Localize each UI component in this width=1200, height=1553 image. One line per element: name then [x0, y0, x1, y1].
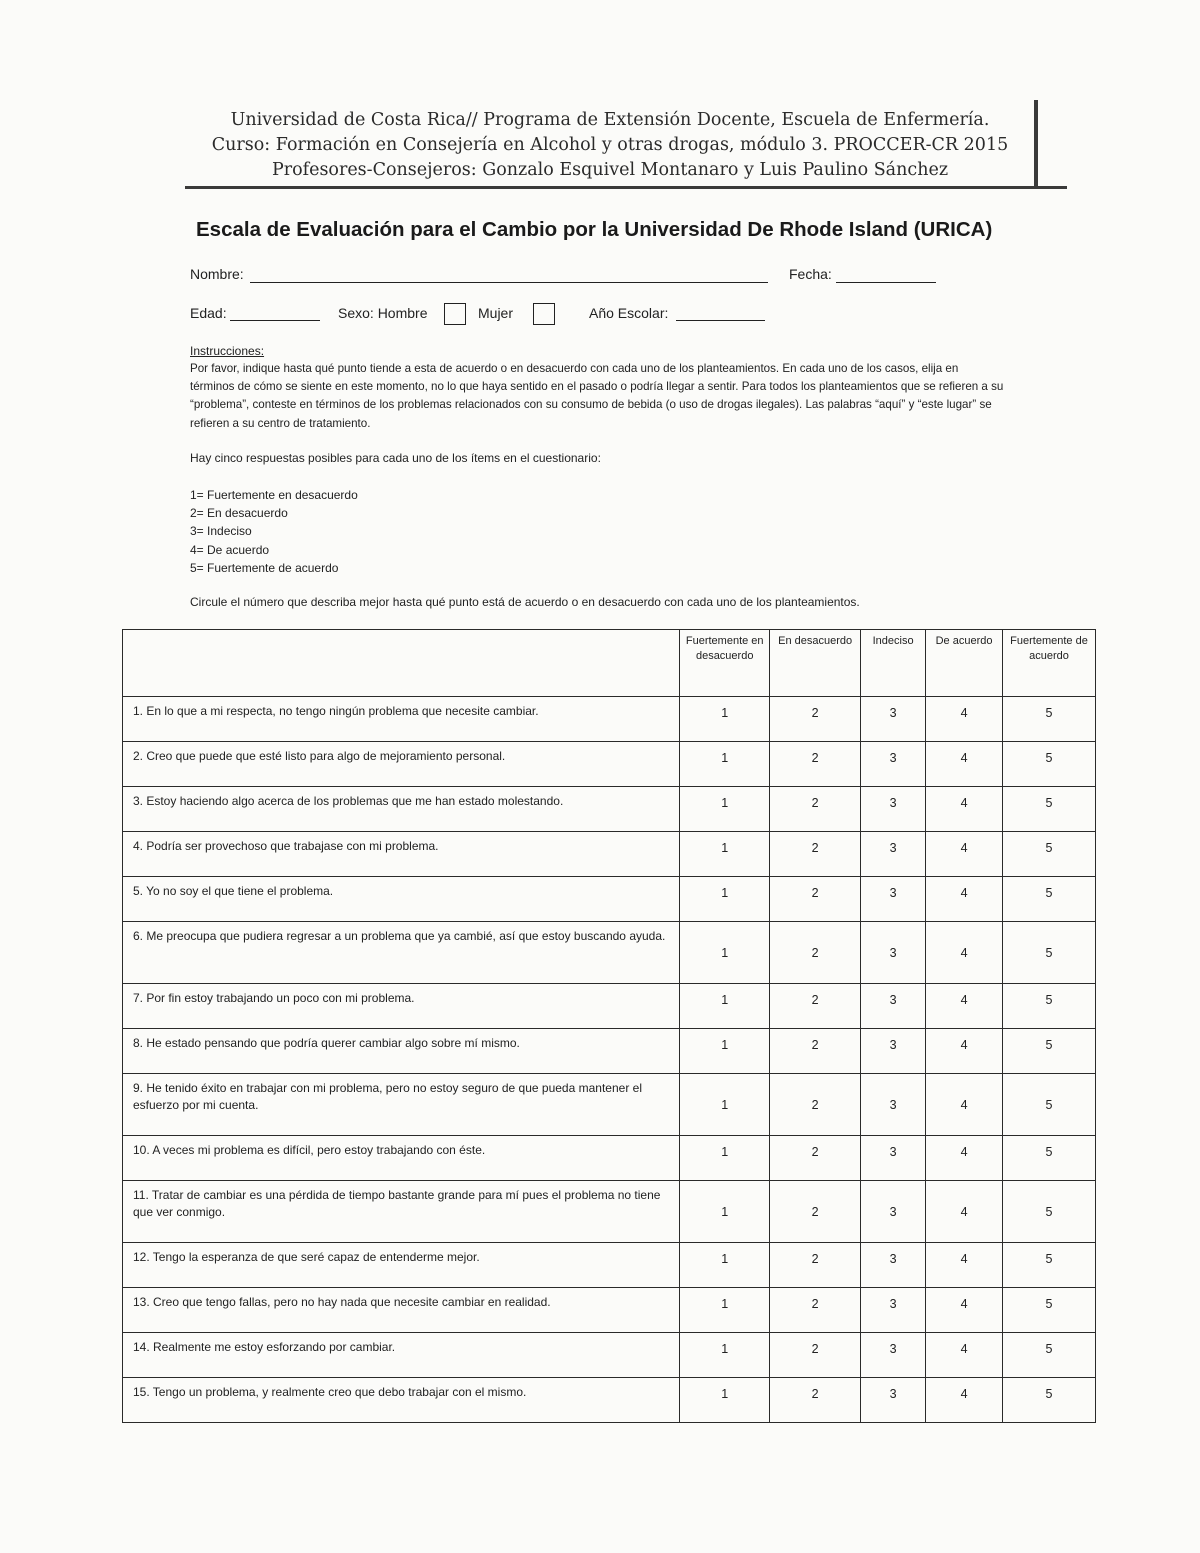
table-row: [123, 1378, 1096, 1423]
response-option-1[interactable]: 1: [680, 1288, 770, 1333]
response-option-1[interactable]: 1: [680, 787, 770, 832]
scale-item: 3= Indeciso: [190, 524, 252, 539]
edad-label: Edad:: [190, 305, 227, 321]
table-row: [123, 984, 1096, 1029]
response-option-2[interactable]: 2: [770, 1074, 861, 1136]
header-line-2: Curso: Formación en Consejería en Alcohol y otras drogas, módulo 3. PROCCER-CR 2015: [211, 135, 1009, 155]
table-row: [123, 877, 1096, 922]
table-row: [123, 697, 1096, 742]
table-row: [123, 1029, 1096, 1074]
header-line-1: Universidad de Costa Rica// Programa de Extensión Docente, Escuela de Enfermería.: [230, 110, 990, 130]
response-option-1[interactable]: 1: [680, 697, 770, 742]
response-option-2[interactable]: 2: [770, 1029, 861, 1074]
response-option-3[interactable]: 3: [861, 1074, 926, 1136]
response-option-4[interactable]: 4: [926, 1136, 1003, 1181]
response-option-4[interactable]: 4: [926, 1378, 1003, 1423]
response-option-4[interactable]: 4: [926, 742, 1003, 787]
table-row: [123, 832, 1096, 877]
response-option-3[interactable]: 3: [861, 877, 926, 922]
table-row: [123, 1181, 1096, 1243]
table-row: [123, 1288, 1096, 1333]
response-option-1[interactable]: 1: [680, 1074, 770, 1136]
item-statement: 8. He estado pensando que podría querer cambiar algo sobre mí mismo.: [123, 1029, 680, 1074]
response-option-4[interactable]: 4: [926, 697, 1003, 742]
response-option-3[interactable]: 3: [861, 742, 926, 787]
response-option-4[interactable]: 4: [926, 1243, 1003, 1288]
scale-item: 5= Fuertemente de acuerdo: [190, 560, 339, 575]
item-statement: 2. Creo que puede que esté listo para algo de mejoramiento personal.: [123, 742, 680, 787]
response-option-3[interactable]: 3: [861, 1333, 926, 1378]
response-option-4[interactable]: 4: [926, 984, 1003, 1029]
response-option-5[interactable]: 5: [1003, 1181, 1096, 1243]
header-item: [123, 630, 680, 697]
instructions-heading: Instrucciones:: [190, 344, 265, 358]
table-row: [123, 1243, 1096, 1288]
document-header: [185, 108, 1035, 183]
response-option-5[interactable]: 5: [1003, 1378, 1096, 1423]
response-option-1[interactable]: 1: [680, 1378, 770, 1423]
response-option-3[interactable]: 3: [861, 697, 926, 742]
item-statement: 1. En lo que a mi respecta, no tengo ningún problema que necesite cambiar.: [123, 697, 680, 742]
response-option-1[interactable]: 1: [680, 877, 770, 922]
response-option-4[interactable]: 4: [926, 787, 1003, 832]
response-option-4[interactable]: 4: [926, 877, 1003, 922]
response-option-2[interactable]: 2: [770, 922, 861, 984]
instructions-body: Por favor, indique hasta qué punto tiende a esta de acuerdo o en desacuerdo con cada uno de los planteamientos. En cada uno de los casos, elija en términos de cómo se siente en este momento, no lo que haya sentido en el pasado o podría llegar a sentir. Para todos los planteamientos que se refieren a su “problema”, conteste en términos de los problemas relacionados con su consumo de bebida (o uso de drogas ilegales). Las palabras “aquí” y “este lugar” se refieren a su centro de tratamiento.: [190, 362, 1004, 430]
response-option-3[interactable]: 3: [861, 1136, 926, 1181]
urica-table: [122, 629, 1096, 1423]
anio-escolar-line[interactable]: [676, 320, 765, 321]
item-statement: 13. Creo que tengo fallas, pero no hay nada que necesite cambiar en realidad.: [123, 1288, 680, 1333]
fecha-label: Fecha:: [789, 266, 832, 282]
table-header-row: [123, 630, 1096, 697]
item-statement: 12. Tengo la esperanza de que seré capaz de entenderme mejor.: [123, 1243, 680, 1288]
response-option-3[interactable]: 3: [861, 1288, 926, 1333]
response-option-1[interactable]: 1: [680, 1181, 770, 1243]
header-en-desacuerdo: En desacuerdo: [770, 630, 861, 697]
table-row: [123, 742, 1096, 787]
table-row: [123, 1136, 1096, 1181]
response-option-5[interactable]: 5: [1003, 984, 1096, 1029]
fecha-line[interactable]: [836, 282, 936, 283]
page-title: Escala de Evaluación para el Cambio por la Universidad De Rhode Island (URICA): [196, 218, 993, 241]
response-option-5[interactable]: 5: [1003, 1029, 1096, 1074]
response-option-2[interactable]: 2: [770, 1243, 861, 1288]
response-option-5[interactable]: 5: [1003, 787, 1096, 832]
scale-item: 1= Fuertemente en desacuerdo: [190, 488, 358, 502]
response-option-2[interactable]: 2: [770, 1333, 861, 1378]
item-statement: 7. Por fin estoy trabajando un poco con mi problema.: [123, 984, 680, 1029]
scale-item: 2= En desacuerdo: [190, 506, 288, 521]
header-line-3: Profesores-Consejeros: Gonzalo Esquivel Montanaro y Luis Paulino Sánchez: [271, 160, 949, 180]
item-statement: 11. Tratar de cambiar es una pérdida de tiempo bastante grande para mí pues el problema no tiene que ver conmigo.: [123, 1181, 680, 1243]
sexo-label: Sexo: Hombre: [338, 305, 428, 321]
response-option-4[interactable]: 4: [926, 1181, 1003, 1243]
response-option-4[interactable]: 4: [926, 832, 1003, 877]
circle-instruction: Circule el número que describa mejor hasta qué punto está de acuerdo o en desacuerdo con cada uno de los planteamientos.: [190, 595, 860, 609]
header-rule: [185, 186, 1067, 189]
response-option-3[interactable]: 3: [861, 922, 926, 984]
item-statement: 6. Me preocupa que pudiera regresar a un problema que ya cambié, así que estoy buscando ayuda.: [123, 922, 680, 984]
nombre-line[interactable]: [250, 282, 768, 283]
response-option-4[interactable]: 4: [926, 922, 1003, 984]
table-row: [123, 1333, 1096, 1378]
mujer-label: Mujer: [478, 305, 514, 321]
item-statement: 3. Estoy haciendo algo acerca de los problemas que me han estado molestando.: [123, 787, 680, 832]
response-option-4[interactable]: 4: [926, 1074, 1003, 1136]
response-option-3[interactable]: 3: [861, 1029, 926, 1074]
response-option-5[interactable]: 5: [1003, 922, 1096, 984]
table-row: [123, 1074, 1096, 1136]
response-option-2[interactable]: 2: [770, 877, 861, 922]
response-option-1[interactable]: 1: [680, 922, 770, 984]
response-option-3[interactable]: 3: [861, 787, 926, 832]
hombre-checkbox[interactable]: [444, 303, 466, 325]
item-statement: 14. Realmente me estoy esforzando por cambiar.: [123, 1333, 680, 1378]
header-indeciso: Indeciso: [861, 630, 926, 697]
response-option-1[interactable]: 1: [680, 1136, 770, 1181]
response-option-2[interactable]: 2: [770, 832, 861, 877]
anio-escolar-label: Año Escolar:: [589, 305, 669, 321]
item-statement: 15. Tengo un problema, y realmente creo que debo trabajar con el mismo.: [123, 1378, 680, 1423]
response-option-2[interactable]: 2: [770, 742, 861, 787]
response-option-2[interactable]: 2: [770, 1181, 861, 1243]
header-de-acuerdo: De acuerdo: [926, 630, 1003, 697]
item-statement: 9. He tenido éxito en trabajar con mi problema, pero no estoy seguro de que pueda mantener el esfuerzo por mi cuenta.: [123, 1074, 680, 1136]
item-statement: 5. Yo no soy el que tiene el problema.: [123, 877, 680, 922]
response-option-1[interactable]: 1: [680, 832, 770, 877]
response-option-5[interactable]: 5: [1003, 1074, 1096, 1136]
response-option-1[interactable]: 1: [680, 1029, 770, 1074]
response-option-1[interactable]: 1: [680, 742, 770, 787]
response-option-3[interactable]: 3: [861, 832, 926, 877]
response-option-1[interactable]: 1: [680, 1243, 770, 1288]
response-option-3[interactable]: 3: [861, 1378, 926, 1423]
header-vertical-bar: [1034, 100, 1038, 187]
response-option-5[interactable]: 5: [1003, 1243, 1096, 1288]
response-option-2[interactable]: 2: [770, 787, 861, 832]
header-fuertemente-desacuerdo: Fuertemente en desacuerdo: [680, 630, 770, 697]
response-scale: [190, 486, 358, 577]
response-option-5[interactable]: 5: [1003, 1333, 1096, 1378]
response-option-3[interactable]: 3: [861, 1181, 926, 1243]
response-option-5[interactable]: 5: [1003, 742, 1096, 787]
response-option-2[interactable]: 2: [770, 697, 861, 742]
response-option-1[interactable]: 1: [680, 984, 770, 1029]
response-option-3[interactable]: 3: [861, 984, 926, 1029]
table-row: [123, 922, 1096, 984]
nombre-label: Nombre:: [190, 266, 244, 282]
response-option-4[interactable]: 4: [926, 1288, 1003, 1333]
response-option-2[interactable]: 2: [770, 984, 861, 1029]
response-option-5[interactable]: 5: [1003, 832, 1096, 877]
response-option-2[interactable]: 2: [770, 1288, 861, 1333]
response-option-3[interactable]: 3: [861, 1243, 926, 1288]
response-option-5[interactable]: 5: [1003, 697, 1096, 742]
response-option-2[interactable]: 2: [770, 1136, 861, 1181]
response-option-5[interactable]: 5: [1003, 1136, 1096, 1181]
response-option-4[interactable]: 4: [926, 1333, 1003, 1378]
response-option-5[interactable]: 5: [1003, 877, 1096, 922]
response-option-2[interactable]: 2: [770, 1378, 861, 1423]
item-statement: 4. Podría ser provechoso que trabajase con mi problema.: [123, 832, 680, 877]
instructions-intro: Hay cinco respuestas posibles para cada uno de los ítems en el cuestionario:: [190, 451, 601, 465]
table-row: [123, 787, 1096, 832]
item-statement: 10. A veces mi problema es difícil, pero estoy trabajando con éste.: [123, 1136, 680, 1181]
response-option-1[interactable]: 1: [680, 1333, 770, 1378]
edad-line[interactable]: [230, 320, 320, 321]
response-option-4[interactable]: 4: [926, 1029, 1003, 1074]
scale-item: 4= De acuerdo: [190, 542, 270, 557]
response-option-5[interactable]: 5: [1003, 1288, 1096, 1333]
mujer-checkbox[interactable]: [533, 303, 555, 325]
header-fuertemente-acuerdo: Fuertemente de acuerdo: [1003, 630, 1096, 697]
